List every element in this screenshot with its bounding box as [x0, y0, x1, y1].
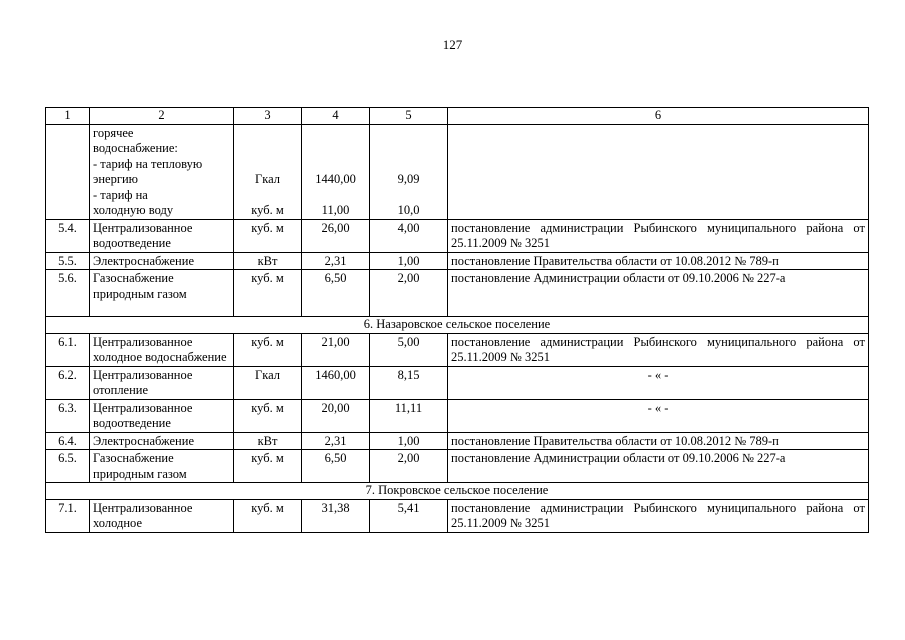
row-number: 6.1.	[46, 333, 90, 366]
basis-text: постановление Администрации области от 09.10.2006 № 227-а	[448, 450, 869, 483]
header-cell: 6	[448, 108, 869, 125]
name-line: холодную воду	[93, 203, 174, 217]
value-col5: 11,11	[370, 399, 448, 432]
row-number: 5.5.	[46, 252, 90, 270]
service-name: Газоснабжение природным газом	[90, 450, 234, 483]
section-row	[46, 483, 869, 500]
value-col5: 9,09	[397, 172, 420, 186]
value-col5: 1,00	[370, 432, 448, 450]
basis-cell	[448, 124, 869, 219]
header-cell: 1	[46, 108, 90, 125]
unit-value: куб. м	[234, 219, 302, 252]
header-cell: 3	[234, 108, 302, 125]
value-col4: 21,00	[302, 333, 370, 366]
name-line: - тариф на тепловую	[93, 156, 203, 171]
basis-text: постановление администрации Рыбинского муниципального района от 25.11.2009 № 3251	[448, 333, 869, 366]
name-line: горячее	[93, 125, 134, 140]
table-header-row	[46, 108, 869, 125]
name-line: водоснабжение:	[93, 141, 178, 155]
header-cell: 5	[370, 108, 448, 125]
value-col5: 10,0	[397, 203, 420, 217]
header-cell: 2	[90, 108, 234, 125]
value-col5: 1,00	[370, 252, 448, 270]
basis-text: постановление администрации Рыбинского муниципального района от 25.11.2009 № 3251	[448, 499, 869, 532]
table-row-hot-water	[46, 124, 869, 219]
value-col4: 1460,00	[302, 366, 370, 399]
unit-value: Гкал	[254, 172, 280, 186]
service-name: Газоснабжение природным газом	[90, 270, 234, 317]
row-number: 5.6.	[46, 270, 90, 317]
tariff-table	[45, 107, 869, 533]
unit-value: кВт	[234, 252, 302, 270]
value-col4: 31,38	[302, 499, 370, 532]
service-name: Централизованное водоотведение	[90, 219, 234, 252]
row-number: 6.4.	[46, 432, 90, 450]
value-col4: 26,00	[302, 219, 370, 252]
value-col5: 2,00	[370, 450, 448, 483]
value-col5: 4,00	[370, 219, 448, 252]
value-col5: 8,15	[370, 366, 448, 399]
value-col5: 5,00	[370, 333, 448, 366]
table-row	[46, 219, 869, 252]
section-title: 6. Назаровское сельское поселение	[46, 317, 869, 334]
value-col4: 6,50	[302, 270, 370, 317]
unit-cell	[234, 124, 302, 219]
page-number: 127	[442, 37, 463, 52]
basis-text: постановление Администрации области от 09.10.2006 № 227-а	[448, 270, 869, 317]
unit-value: кВт	[234, 432, 302, 450]
value-col4-cell	[302, 124, 370, 219]
table-row	[46, 450, 869, 483]
service-name	[90, 124, 234, 219]
unit-value: куб. м	[234, 399, 302, 432]
row-number: 7.1.	[46, 499, 90, 532]
unit-value: куб. м	[251, 203, 284, 217]
service-name: Электроснабжение	[90, 432, 234, 450]
unit-value: куб. м	[234, 333, 302, 366]
value-col5: 2,00	[370, 270, 448, 317]
basis-text: постановление администрации Рыбинского муниципального района от 25.11.2009 № 3251	[448, 219, 869, 252]
value-col4: 11,00	[321, 203, 350, 217]
row-number: 5.4.	[46, 219, 90, 252]
value-col4: 20,00	[302, 399, 370, 432]
value-col5: 5,41	[370, 499, 448, 532]
section-title: 7. Покровское сельское поселение	[46, 483, 869, 500]
value-col4: 2,31	[302, 252, 370, 270]
value-col4: 2,31	[302, 432, 370, 450]
header-cell: 4	[302, 108, 370, 125]
table-row	[46, 499, 869, 532]
basis-text: - « -	[448, 366, 869, 399]
section-row	[46, 317, 869, 334]
basis-text: постановление Правительства области от 10.08.2012 № 789-п	[448, 432, 869, 450]
name-line: - тариф на	[93, 187, 148, 202]
table-row	[46, 270, 869, 317]
basis-text: постановление Правительства области от 10.08.2012 № 789-п	[448, 252, 869, 270]
service-name: Централизованное холодное водоснабжение	[90, 333, 234, 366]
basis-text: - « -	[448, 399, 869, 432]
unit-value: Гкал	[234, 366, 302, 399]
unit-value: куб. м	[234, 499, 302, 532]
table-row	[46, 252, 869, 270]
row-number	[46, 124, 90, 219]
service-name: Централизованное отопление	[90, 366, 234, 399]
value-col5-cell	[370, 124, 448, 219]
value-col4: 1440,00	[315, 172, 356, 186]
row-number: 6.3.	[46, 399, 90, 432]
table-row	[46, 432, 869, 450]
row-number: 6.2.	[46, 366, 90, 399]
unit-value: куб. м	[234, 270, 302, 317]
table-row	[46, 333, 869, 366]
service-name: Централизованное водоотведение	[90, 399, 234, 432]
service-name: Электроснабжение	[90, 252, 234, 270]
value-col4: 6,50	[302, 450, 370, 483]
name-line: энергию	[93, 172, 139, 186]
unit-value: куб. м	[234, 450, 302, 483]
row-number: 6.5.	[46, 450, 90, 483]
service-name: Централизованное холодное	[90, 499, 234, 532]
table-row	[46, 399, 869, 432]
table-row	[46, 366, 869, 399]
